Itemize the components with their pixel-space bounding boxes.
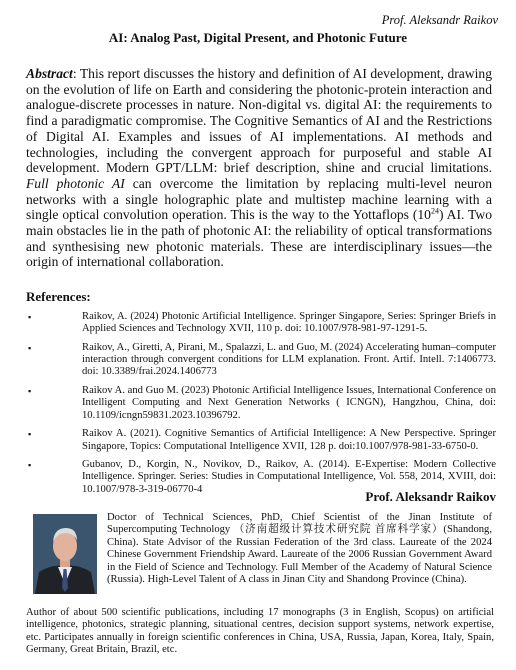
author-photo (33, 514, 97, 594)
reference-item (26, 428, 496, 453)
references-list (26, 311, 496, 502)
reference-text: Gubanov, D., Korgin, N., Novikov, D., Raikov, A. (2014). E-Expertise: Modern Collective Intelligence. Springer. Series: Studies in Computational Intelligence, Vol. 558, 2014, XVIII, doi: 10.1007/978-3-319-06770-4 (82, 459, 496, 495)
reference-text: Raikov, A., Giretti, A, Pirani, M., Spalazzi, L. and Guo, M. (2024) Accelerating human–computer interaction through convergent conditions for LLM explanation. Front. Artif. Intell. 7:1406773. doi: 10.3389/frai.2024.1406773 (82, 341, 496, 378)
bio-publications-paragraph: Author of about 500 scientific publications, including 17 monographs (3 in English, Scopus) on artificial intelligence, photonics, strategic planning, situational centres, decision support systems, network expertise, etc. Participates annually in foreign scientific conferences in China, USA, Russia, Japan, Korea, Italy, Spain, Germany, Great Britain, Brazil, etc. (26, 607, 494, 656)
bullet-icon: ▪ (28, 460, 32, 471)
bio-name: Prof. Aleksandr Raikov (365, 489, 496, 504)
abstract-italic: Full photonic AI (26, 175, 125, 191)
reference-text: Raikov A. and Guo M. (2023) Photonic Artificial Intelligence Issues, International Conference on Intelligent Computing and Next Generation Networks ( ICNGN), Hangzhou, China, doi: 10.1109/icngn59831.2023.10396792. (82, 385, 496, 421)
references-heading: References: (26, 289, 91, 304)
reference-text: Raikov A. (2021). Cognitive Semantics of Artificial Intelligence: A New Perspective. Springer Singapore, Topics: Computational Intelligence XVII, 128 p. doi:10.1007/978-981-33-6750-0. (82, 428, 496, 452)
abstract-superscript: 24 (430, 206, 439, 216)
bio-paragraph: Doctor of Technical Sciences, PhD, Chief Scientist of the Jinan Institute of Supercomputing Technology （济南超级计算技术研究院 首席科学家）(Shandong, China). State Advisor of the Russian Federation of the 3rd class. Laureate of the 2024 Chinese Government Friendship Award. Laureate of the 2006 Russian Government Award in the Field of Science and Technology. Full Member of the Academy of Natural Science (Russia). High-Level Talent of A class in Jinan City and Shandong Province (China). (107, 512, 492, 586)
abstract-text-2: can overcome the limitation by replacing multi-level neuron networks with a single holographic plate and multistep machine learning with a single optical convolution operation. This is the way to the Yottaflops (10 (26, 175, 493, 223)
reference-item (26, 385, 496, 422)
bullet-icon: ▪ (28, 342, 32, 353)
abstract-paragraph (26, 66, 492, 270)
reference-text: Raikov, A. (2024) Photonic Artificial Intelligence. Springer Singapore, Series: Springer Briefs in Applied Sciences and Technology XVII, 110 p. doi: 10.1007/978-981-97-1291-5. (82, 311, 496, 335)
abstract-text-1: : This report discusses the history and definition of AI development, drawing on the evolution of life on Earth and considering the photonic-protein interaction and analogue-discrete processes in nature. Non-digital vs. digital AI: the requirements to find a paradigmatic compromise. The Cognitive Semantics of AI and the Restrictions of Digital AI. Examples and issues of AI implementations. AI methods and technologies, including the convergent approach for purposeful and stable AI development. Modern GPT/LLM: brief description, shine and crucial limitations. (26, 66, 492, 176)
reference-item (26, 311, 496, 336)
bullet-icon: ▪ (28, 429, 32, 440)
reference-item (26, 342, 496, 379)
header-author: Prof. Aleksandr Raikov (381, 13, 498, 27)
portrait-image (33, 514, 97, 594)
paper-title: AI: Analog Past, Digital Present, and Photonic Future (108, 30, 408, 45)
bullet-icon: ▪ (28, 386, 32, 397)
bullet-icon: ▪ (28, 312, 32, 322)
abstract-text-3: ) AI. Two main obstacles lie in the path of photonic AI: the reliability of optical transformations and synthesising new photonic materials. These are interdisciplinary issues—the origin of international collaboration. (26, 207, 492, 270)
abstract-label: Abstract (26, 66, 73, 81)
